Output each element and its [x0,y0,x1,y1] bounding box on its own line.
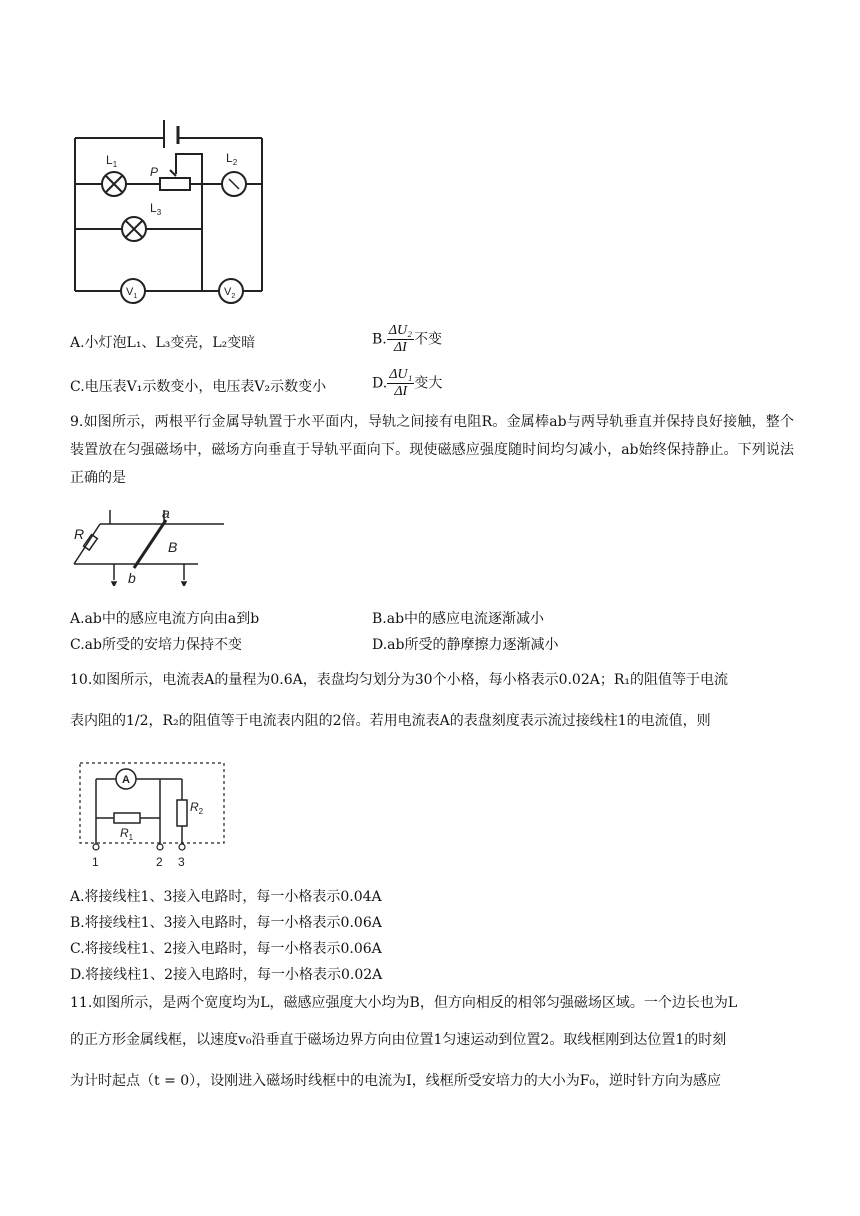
label-L1: $L_1$ [106,153,118,169]
label-A: A [122,774,130,786]
q11-stem-line1: 11.如图所示，是两个宽度均为L，磁感应强度大小均为B，但方向相反的相邻匀强磁场区域。一个边长也为L [70,995,738,1011]
label-R1: $R_1$ [120,826,134,842]
q9-option-b: B.ab中的感应电流逐渐减小 [372,611,545,627]
q8-option-c: C.电压表V₁示数变小，电压表V₂示数变小 [70,379,327,395]
q10-option-a: A.将接线柱1、3接入电路时，每一小格表示0.04A [70,889,382,905]
label-R: R [74,526,85,542]
label-L2: $L_2$ [226,151,238,167]
q9-option-a: A.ab中的感应电流方向由a到b [70,611,260,627]
q11-stem-line3: 为计时起点（t = 0），设刚进入磁场时线框中的电流为I，线框所受安培力的大小为F₀，逆时针方向为感应 [70,1073,722,1089]
q9-option-d: D.ab所受的静摩擦力逐渐减小 [372,637,559,653]
label-P: P [150,165,159,179]
label-b: b [128,570,136,586]
q8-option-d: D. $\frac{\text{ΔU₁}}{\Delta I}$ 变大 [372,367,443,399]
terminal-1: 1 [92,855,99,869]
label-B: B [168,539,178,555]
q10-option-c: C.将接线柱1、2接入电路时，每一小格表示0.06A [70,941,382,957]
label-L3: $L_3$ [150,201,162,217]
q8-option-a: A.小灯泡L₁、L₃变亮，L₂变暗 [70,335,256,351]
q8-option-b: B. $\frac{\text{ΔU₂}}{\Delta I}$ 不变 [372,323,442,355]
label-R2: $R_2$ [190,800,204,816]
label-V2: $V_2$ [224,286,236,300]
label-a: a [162,505,170,521]
q10-stem-line1: 10.如图所示，电流表A的量程为0.6A，表盘均匀划分为30个小格，每小格表示0.02A；R₁的阻值等于电流 [70,672,728,688]
terminal-3: 3 [178,855,185,869]
terminal-2: 2 [156,855,163,869]
q11-stem-line2: 的正方形金属线框，以速度v₀沿垂直于磁场边界方向由位置1匀速运动到位置2。取线框刚到达位置1的时刻 [70,1032,727,1048]
q10-option-b: B.将接线柱1、3接入电路时，每一小格表示0.06A [70,915,382,931]
q9-option-c: C.ab所受的安培力保持不变 [70,637,242,653]
circuit-diagram-q8 [66,108,276,308]
q10-stem-line2: 表内阻的1/2，R₂的阻值等于电流表内阻的2倍。若用电流表A的表盘刻度表示流过接线柱1的电流值，则 [70,713,711,729]
q10-option-d: D.将接线柱1、2接入电路时，每一小格表示0.02A [70,967,383,983]
q9-stem: 9.如图所示，两根平行金属导轨置于水平面内，导轨之间接有电阻R。金属棒ab与两导轨垂直并保持良好接触，整个装置放在匀强磁场中，磁场方向垂直于导轨平面向下。现使磁感应强度随时间均匀减小，ab始终保持静止。下列说法正确的是 [70,414,794,486]
ammeter-diagram-q10 [70,758,230,878]
rails-diagram-q9 [70,502,230,586]
label-V1: $V_1$ [126,286,138,300]
